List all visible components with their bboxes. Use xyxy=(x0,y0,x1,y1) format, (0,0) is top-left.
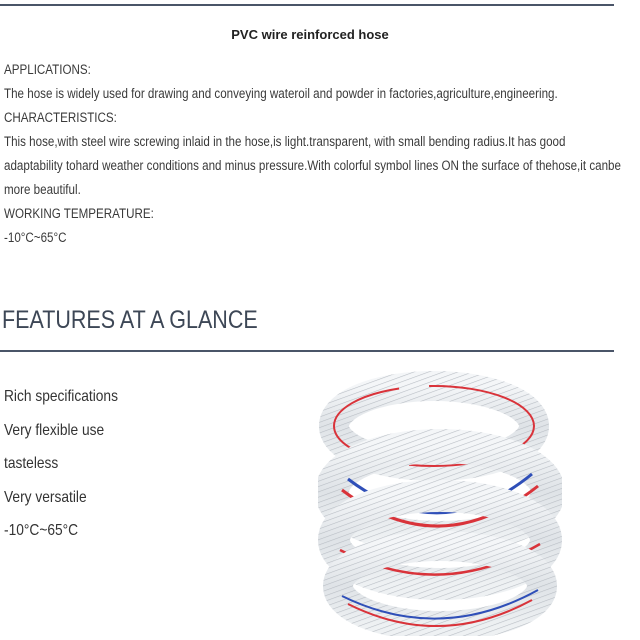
top-divider xyxy=(0,4,614,6)
applications-heading: APPLICATIONS: xyxy=(4,62,91,77)
characteristics-heading: CHARACTERISTICS: xyxy=(4,110,117,125)
product-description xyxy=(4,58,621,250)
feature-item: Rich specifications xyxy=(4,388,118,405)
features-heading: FEATURES AT A GLANCE xyxy=(2,306,258,334)
applications-text: The hose is widely used for drawing and conveying wateroil and powder in factories,agriculture,engineering. xyxy=(4,86,558,101)
hose-coil-image xyxy=(318,364,562,636)
working-temperature-value: -10°C~65°C xyxy=(4,230,67,245)
feature-item: Very versatile xyxy=(4,488,87,506)
feature-list xyxy=(4,383,118,551)
feature-item: tasteless xyxy=(4,455,59,472)
product-title: PVC wire reinforced hose xyxy=(231,27,389,42)
feature-item: -10°C~65°C xyxy=(4,522,79,539)
features-divider xyxy=(0,350,614,352)
working-temperature-heading: WORKING TEMPERATURE: xyxy=(4,206,154,221)
characteristics-text: This hose,with steel wire screwing inlaid in the hose,is light.transparent, with small bending radius.It has good adaptability tohard weather conditions and minus pressure.With colorful symbol lines ON the surface of thehose,it canbe more beautiful. xyxy=(4,134,621,197)
feature-item: Very flexible use xyxy=(4,421,105,439)
